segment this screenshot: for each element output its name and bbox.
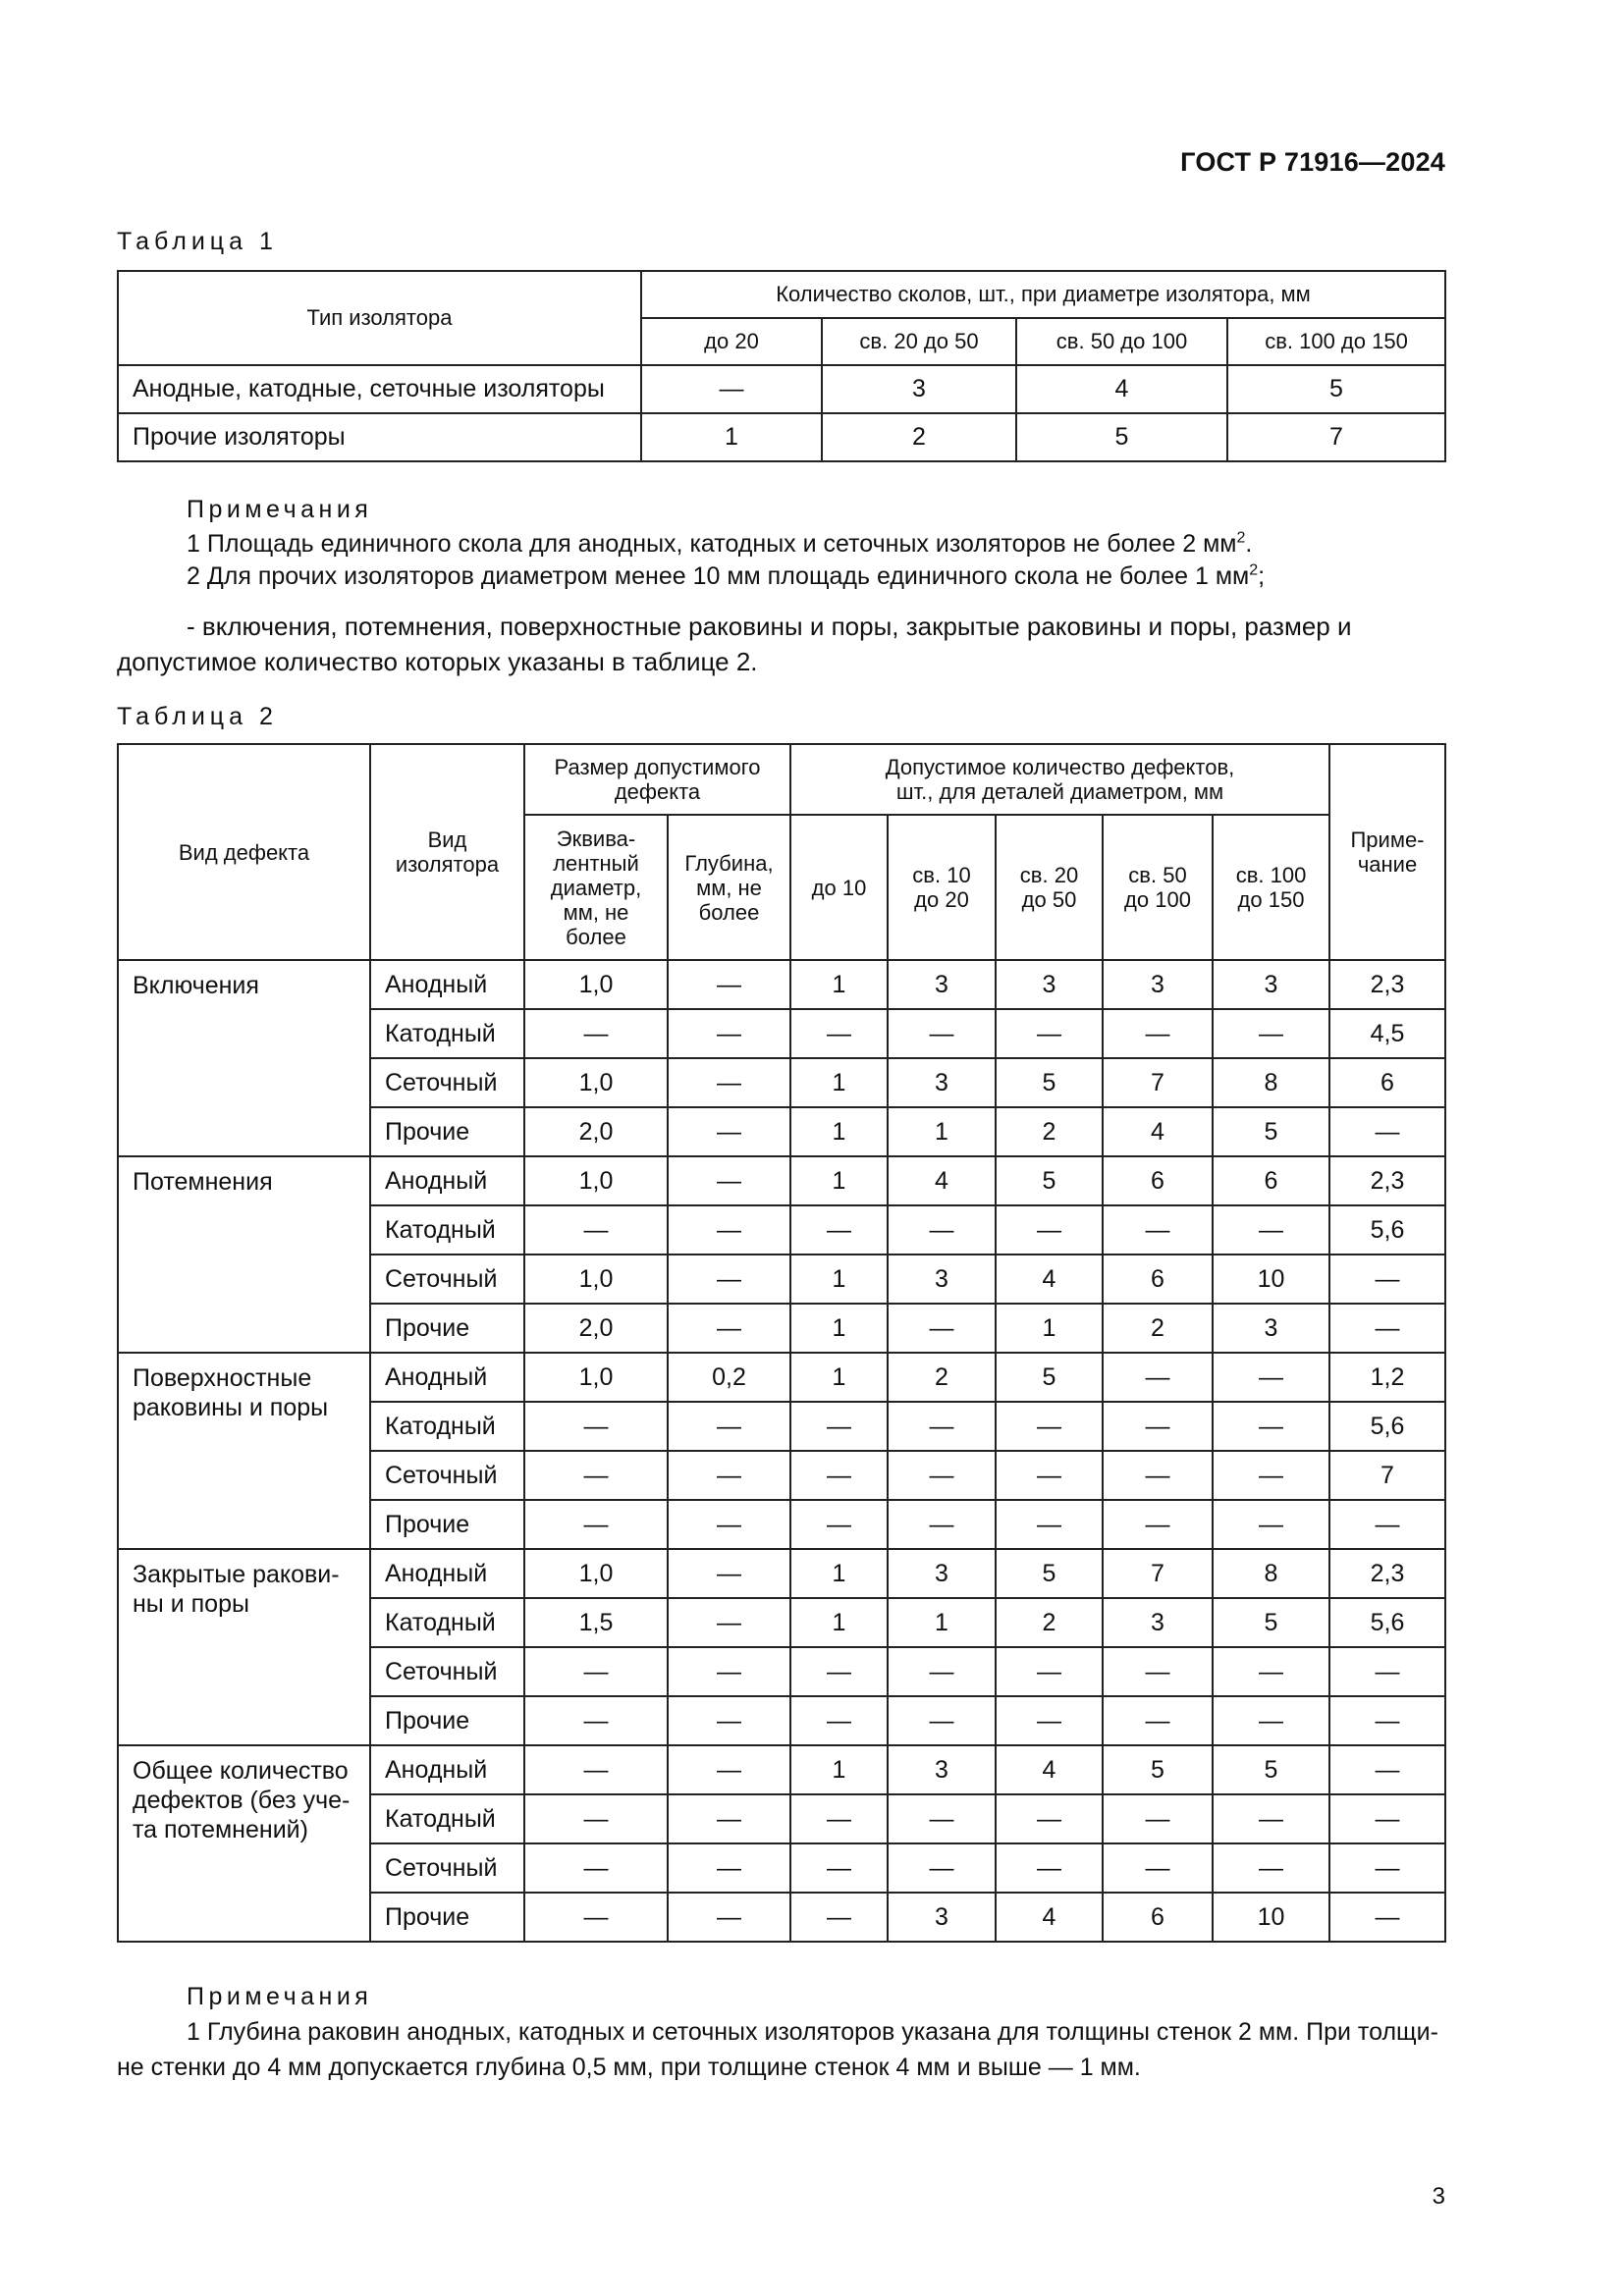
table2-insulator-type: Сеточный [370,1058,524,1107]
table1-subcol: до 20 [641,318,822,365]
table2-cell: 2 [888,1353,996,1402]
table2-cell: 1,0 [524,1255,668,1304]
table2 [117,743,1446,1943]
table2-cell: — [668,1745,790,1794]
table2-cell: — [524,1745,668,1794]
table2-cell: 2,3 [1329,960,1445,1009]
table2-cell: — [1329,1745,1445,1794]
body-paragraph: - включения, потемнения, поверхностные раковины и поры, закрытые раковины и поры, размер и допустимое количество которых указаны в таблице 2. [117,612,1352,676]
table2-cell: — [524,1893,668,1942]
table2-cell: — [888,1843,996,1893]
table2-cell: — [790,1205,888,1255]
table2-cell: 2 [1103,1304,1213,1353]
table2-cell: — [888,1304,996,1353]
table2-cell: 1 [888,1107,996,1156]
table2-cell: — [996,1794,1103,1843]
table2-insulator-type: Сеточный [370,1451,524,1500]
table2-cell: — [790,1009,888,1058]
table2-cell: — [888,1696,996,1745]
table2-cell: 2,0 [524,1304,668,1353]
table2-cell: 1,0 [524,1156,668,1205]
table2-cell: 5,6 [1329,1402,1445,1451]
table2-cell: 5 [1213,1598,1329,1647]
table2-cell: 0,2 [668,1353,790,1402]
table2-cell: 1,5 [524,1598,668,1647]
table2-col-insulator: Вид изолятора [370,744,524,960]
table2-insulator-type: Катодный [370,1402,524,1451]
table2-cell: — [668,1598,790,1647]
document-id: ГОСТ Р 71916—2024 [1180,147,1445,177]
table2-cell: — [996,1451,1103,1500]
table2-cell: 1,0 [524,960,668,1009]
table2-cell: — [996,1647,1103,1696]
table2-cell: 1 [790,1745,888,1794]
notes2-item-1: 1 Глубина раковин анодных, катодных и сеточных изоляторов указана для толщины стенок 2 мм. При толщи- не стенки до 4 мм допускается глубина 0,5 мм, при толщине стенок 4 мм и выше — 1 мм. [117,2018,1438,2081]
table2-cell: — [668,1058,790,1107]
table2-cell: — [1329,1647,1445,1696]
table2-cell: — [888,1647,996,1696]
table1-col-type: Тип изолятора [118,271,641,365]
table2-cell: 3 [1213,1304,1329,1353]
table2-row [118,1549,1445,1598]
table1-row [118,413,1445,461]
table2-cell: 5 [1213,1745,1329,1794]
table2-col-count: св. 100 до 150 [1213,815,1329,960]
table2-cell: 1 [790,1156,888,1205]
table2-cell: — [1329,1255,1445,1304]
table2-cell: 6 [1213,1156,1329,1205]
table2-cell: — [888,1794,996,1843]
table2-cell: — [668,1009,790,1058]
table2-cell: 1 [790,960,888,1009]
table2-cell: — [790,1696,888,1745]
table2-cell: 7 [1329,1451,1445,1500]
table2-cell: — [790,1893,888,1942]
table2-cell: — [888,1009,996,1058]
table2-cell: — [1213,1353,1329,1402]
table2-cell: — [668,1843,790,1893]
table2-cell: 1 [790,1353,888,1402]
table2-cell: — [524,1402,668,1451]
table2-cell: 3 [888,1255,996,1304]
table2-cell: — [1213,1500,1329,1549]
table2-cell: — [524,1696,668,1745]
table2-col-equiv-diameter: Эквива-лентный диаметр, мм, не более [524,815,668,960]
table2-cell: 1,0 [524,1058,668,1107]
table2-cell: — [524,1647,668,1696]
table2-defect-group: Потемнения [118,1156,370,1353]
table2-cell: — [1329,1843,1445,1893]
table2-insulator-type: Анодный [370,960,524,1009]
table2-cell: 3 [888,1058,996,1107]
table2-row [118,1745,1445,1794]
table2-cell: 1,0 [524,1549,668,1598]
notes1-item-1: 1 Площадь единичного скола для анодных, катодных и сеточных изоляторов не более 2 $мм^2$. [187,529,1253,558]
table2-row [118,1156,1445,1205]
table2-cell: 1,2 [1329,1353,1445,1402]
table1-row [118,365,1445,413]
table2-cell: 1 [790,1549,888,1598]
table2-cell: 5 [996,1549,1103,1598]
table2-cell: 6 [1103,1893,1213,1942]
table2-insulator-type: Катодный [370,1794,524,1843]
table1-cell: 1 [641,413,822,461]
table2-cell: 3 [1213,960,1329,1009]
table2-cell: — [524,1205,668,1255]
table2-cell: 4 [888,1156,996,1205]
table2-cell: — [996,1500,1103,1549]
table2-cell: — [996,1843,1103,1893]
table2-cell: 2 [996,1598,1103,1647]
table1-cell: 7 [1227,413,1445,461]
table2-cell: — [1103,1696,1213,1745]
table2-cell: 1 [790,1107,888,1156]
table2-cell: — [1329,1794,1445,1843]
table2-cell: — [668,1794,790,1843]
table1-cell: 4 [1016,365,1227,413]
table2-cell: 4 [996,1893,1103,1942]
table2-cell: — [1103,1647,1213,1696]
table2-insulator-type: Анодный [370,1745,524,1794]
table1-col-group: Количество сколов, шт., при диаметре изолятора, мм [641,271,1445,318]
table2-cell: 3 [888,960,996,1009]
table2-cell: — [790,1402,888,1451]
table2-insulator-type: Прочие [370,1107,524,1156]
table2-insulator-type: Анодный [370,1353,524,1402]
table1-cell: 2 [822,413,1016,461]
table2-cell: 5 [1213,1107,1329,1156]
table2-cell: — [996,1402,1103,1451]
table2-defect-group: Общее количество дефектов (без уче-та потемнений) [118,1745,370,1942]
table2-cell: 10 [1213,1255,1329,1304]
table2-cell: — [668,1500,790,1549]
table2-cell: — [996,1696,1103,1745]
table2-cell: 6 [1103,1255,1213,1304]
table2-insulator-type: Сеточный [370,1843,524,1893]
table2-cell: 4 [996,1745,1103,1794]
table2-cell: — [668,960,790,1009]
table2-cell: — [1329,1500,1445,1549]
table2-cell: — [1329,1304,1445,1353]
table2-cell: — [1103,1402,1213,1451]
table2-col-size-group: Размер допустимого дефекта [524,744,790,815]
table2-insulator-type: Катодный [370,1598,524,1647]
table2-cell: — [1213,1205,1329,1255]
table2-cell: — [888,1451,996,1500]
table2-cell: — [888,1402,996,1451]
table2-row [118,960,1445,1009]
table2-cell: — [790,1794,888,1843]
table2-cell: — [1329,1696,1445,1745]
table1-subcol: св. 20 до 50 [822,318,1016,365]
table2-insulator-type: Анодный [370,1156,524,1205]
table2-cell: 1 [888,1598,996,1647]
table2-cell: 4,5 [1329,1009,1445,1058]
table2-cell: 4 [996,1255,1103,1304]
table1-row-label: Прочие изоляторы [118,413,641,461]
table2-cell: — [1103,1843,1213,1893]
table1-cell: 5 [1016,413,1227,461]
table2-cell: — [524,1500,668,1549]
table2-cell: 5 [996,1353,1103,1402]
table2-cell: — [1103,1500,1213,1549]
table2-cell: — [790,1843,888,1893]
table1 [117,270,1446,462]
table2-cell: — [1103,1353,1213,1402]
table2-cell: 7 [1103,1549,1213,1598]
table2-cell: 1 [996,1304,1103,1353]
table2-cell: 2,3 [1329,1549,1445,1598]
table2-cell: — [668,1402,790,1451]
table1-cell: 5 [1227,365,1445,413]
table2-col-count-group: Допустимое количество дефектов, шт., для деталей диаметром, мм [790,744,1329,815]
table2-col-count: св. 10 до 20 [888,815,996,960]
table2-cell: — [524,1451,668,1500]
table2-cell: 1,0 [524,1353,668,1402]
table2-cell: 2,0 [524,1107,668,1156]
table2-cell: — [1213,1843,1329,1893]
table2-cell: — [1213,1451,1329,1500]
table2-insulator-type: Прочие [370,1500,524,1549]
table2-cell: — [668,1304,790,1353]
table1-cell: — [641,365,822,413]
table2-cell: 8 [1213,1058,1329,1107]
table2-insulator-type: Катодный [370,1009,524,1058]
table2-cell: 4 [1103,1107,1213,1156]
table2-cell: — [1213,1009,1329,1058]
table2-col-note: Приме-чание [1329,744,1445,960]
table2-cell: — [888,1500,996,1549]
table2-cell: 1 [790,1255,888,1304]
notes1-title: Примечания [187,496,373,523]
table2-cell: — [996,1009,1103,1058]
table2-insulator-type: Сеточный [370,1647,524,1696]
table1-row-label: Анодные, катодные, сеточные изоляторы [118,365,641,413]
table2-defect-group: Поверхностные раковины и поры [118,1353,370,1549]
table2-cell: — [668,1205,790,1255]
table2-cell: — [668,1696,790,1745]
table2-cell: 5 [996,1156,1103,1205]
table2-caption: Таблица 2 [117,703,278,730]
table2-cell: — [888,1205,996,1255]
table2-insulator-type: Сеточный [370,1255,524,1304]
table2-col-depth: Глубина, мм, не более [668,815,790,960]
table2-cell: — [524,1843,668,1893]
table2-insulator-type: Анодный [370,1549,524,1598]
table2-insulator-type: Катодный [370,1205,524,1255]
table2-cell: 2 [996,1107,1103,1156]
table2-cell: — [790,1451,888,1500]
table2-cell: — [1329,1107,1445,1156]
table1-caption: Таблица 1 [117,228,278,255]
notes2-title: Примечания [187,1983,373,2010]
table2-cell: 3 [888,1549,996,1598]
table2-cell: 5 [1103,1745,1213,1794]
table2-col-count: до 10 [790,815,888,960]
table2-cell: 1 [790,1058,888,1107]
table2-cell: — [1103,1205,1213,1255]
table2-cell: — [668,1893,790,1942]
table2-cell: 1 [790,1304,888,1353]
table2-cell: — [790,1647,888,1696]
table2-cell: — [1213,1696,1329,1745]
table2-cell: 3 [996,960,1103,1009]
table2-cell: — [790,1500,888,1549]
table2-cell: 7 [1103,1058,1213,1107]
table2-insulator-type: Прочие [370,1893,524,1942]
table2-cell: — [1103,1009,1213,1058]
table2-col-count: св. 20 до 50 [996,815,1103,960]
table2-cell: — [668,1647,790,1696]
table2-cell: — [668,1156,790,1205]
table2-cell: — [1103,1794,1213,1843]
table2-cell: — [524,1794,668,1843]
table2-cell: 6 [1103,1156,1213,1205]
table2-cell: — [1329,1893,1445,1942]
table2-cell: 2,3 [1329,1156,1445,1205]
table2-cell: — [1213,1647,1329,1696]
table2-cell: 1 [790,1598,888,1647]
table2-cell: 3 [1103,960,1213,1009]
table2-cell: — [668,1451,790,1500]
table2-cell: 5,6 [1329,1598,1445,1647]
table2-cell: — [1103,1451,1213,1500]
table2-insulator-type: Прочие [370,1304,524,1353]
table2-defect-group: Закрытые ракови-ны и поры [118,1549,370,1745]
table2-cell: 3 [888,1893,996,1942]
table2-cell: — [668,1549,790,1598]
table2-cell: 5,6 [1329,1205,1445,1255]
table2-cell: 3 [1103,1598,1213,1647]
table1-subcol: св. 50 до 100 [1016,318,1227,365]
table2-insulator-type: Прочие [370,1696,524,1745]
table2-defect-group: Включения [118,960,370,1156]
notes1-item-2: 2 Для прочих изоляторов диаметром менее 10 мм площадь единичного скола не более 1 $мм^2$; [187,561,1266,590]
table1-subcol: св. 100 до 150 [1227,318,1445,365]
table2-row [118,1353,1445,1402]
table2-col-count: св. 50 до 100 [1103,815,1213,960]
table2-cell: — [668,1107,790,1156]
table2-cell: 3 [888,1745,996,1794]
table2-cell: — [996,1205,1103,1255]
table2-cell: — [668,1255,790,1304]
table2-cell: — [524,1009,668,1058]
table2-cell: 10 [1213,1893,1329,1942]
table2-cell: — [1213,1794,1329,1843]
table2-cell: — [1213,1402,1329,1451]
page-number: 3 [1432,2183,1445,2210]
table2-cell: 5 [996,1058,1103,1107]
table2-cell: 8 [1213,1549,1329,1598]
table2-col-defect: Вид дефекта [118,744,370,960]
table1-cell: 3 [822,365,1016,413]
table2-cell: 6 [1329,1058,1445,1107]
